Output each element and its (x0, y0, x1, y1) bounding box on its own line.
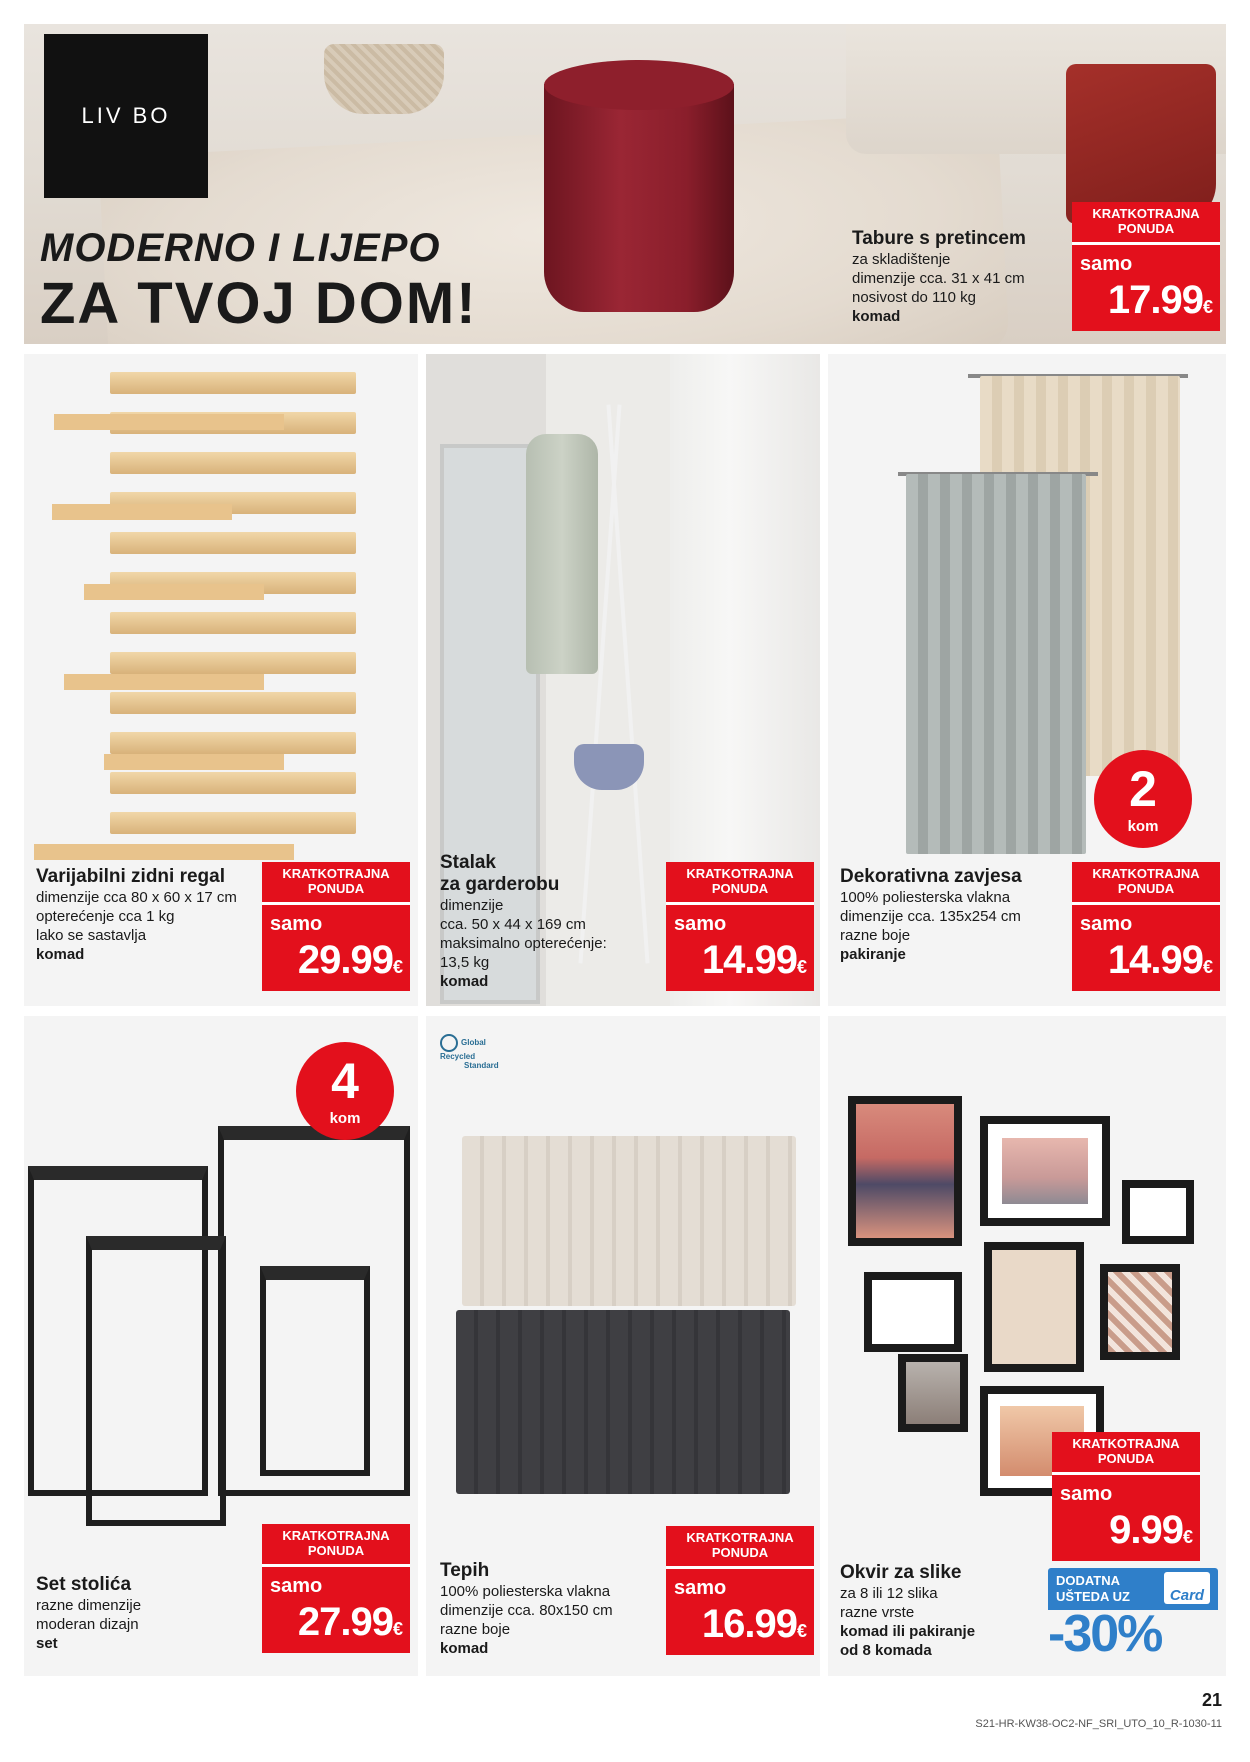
zavjesa-description (840, 866, 1022, 964)
tabure-line: nosivost do 110 kg (852, 289, 976, 306)
okvir-line: razne vrste (840, 1604, 915, 1621)
okvir-price: 9.99€ (1109, 1508, 1192, 1552)
zavjesa-unit: pakiranje (840, 946, 906, 963)
regal-name: Varijabilni zidni regal (36, 866, 225, 887)
frame-beach-hut (898, 1354, 968, 1432)
stalak-line: cca. 50 x 44 x 169 cm (440, 916, 586, 933)
stalak-line: maksimalno opterećenje: (440, 935, 607, 952)
stolici-name: Set stolića (36, 1574, 132, 1595)
hero-throw-blanket (1066, 64, 1216, 224)
tabure-price: 17.99€ (1107, 278, 1212, 322)
zavjesa-price-badge: KRATKOTRAJNA PONUDA samo 14.99€ (1072, 862, 1220, 991)
regal-description (36, 866, 237, 964)
grey-rug-image (456, 1310, 790, 1494)
tabure-line: dimenzije cca. 31 x 41 cm (852, 270, 1025, 287)
global-recycled-standard-logo: Global Recycled Standard (440, 1034, 518, 1074)
zavjesa-line: dimenzije cca. 135x254 cm (840, 908, 1021, 925)
okvir-line: za 8 ili 12 slika (840, 1585, 938, 1602)
zavjesa-quantity-badge: 2 kom (1094, 750, 1192, 848)
page-number: 21 (1201, 1690, 1222, 1710)
stolici-line: razne dimenzije (36, 1597, 142, 1614)
zavjesa-line: 100% poliesterska vlakna (840, 889, 1011, 906)
frame-happy (864, 1272, 962, 1352)
stool-medium (86, 1236, 226, 1526)
stalak-price: 14.99€ (701, 938, 806, 982)
tabure-unit: komad (852, 308, 901, 325)
okvir-description (840, 1562, 975, 1660)
jacket-image (526, 434, 598, 674)
frame-mountain (848, 1096, 962, 1246)
regal-price-badge: KRATKOTRAJNA PONUDA samo 29.99€ (262, 862, 410, 991)
stalak-line: dimenzije (440, 897, 504, 914)
okvir-name: Okvir za slike (840, 1562, 962, 1583)
regal-image (110, 372, 356, 842)
frame-love (984, 1242, 1084, 1372)
stolici-unit: set (36, 1635, 58, 1652)
regal-price: 29.99€ (297, 938, 402, 982)
extra-savings-badge: DODATNA UŠTEDA UZ Card -30% (1048, 1568, 1218, 1668)
tabure-line: za skladištenje (852, 251, 951, 268)
hero-title-line2: ZA TVOJ DOM! (40, 271, 478, 336)
zavjesa-line: razne boje (840, 927, 911, 944)
extra-discount: -30% (1048, 1605, 1162, 1663)
tepih-line: dimenzije cca. 80x150 cm (440, 1602, 613, 1619)
tepih-name: Tepih (440, 1560, 490, 1581)
tepih-line: razne boje (440, 1621, 511, 1638)
grey-curtain-image (906, 474, 1086, 854)
frame-sunset (980, 1116, 1110, 1226)
tepih-line: 100% poliesterska vlakna (440, 1583, 611, 1600)
okvir-unit: komad ili pakiranje (840, 1623, 976, 1640)
frame-leaves (1100, 1264, 1180, 1360)
okvir-unit: od 8 komada (840, 1642, 932, 1659)
beige-rug-image (462, 1136, 796, 1306)
hero-title-line1: MODERNO I LIJEPO (40, 226, 441, 270)
stalak-unit: komad (440, 973, 489, 990)
regal-line: lako se sastavlja (36, 927, 147, 944)
frame-text (1122, 1180, 1194, 1244)
tabure-price-badge: KRATKOTRAJNA PONUDA samo 17.99€ (1072, 202, 1220, 331)
stalak-name: za garderobu (440, 874, 560, 895)
samo-label: samo (1080, 253, 1133, 275)
stolici-price: 27.99€ (297, 1600, 402, 1644)
pouf-image (544, 60, 734, 332)
stalak-line: 13,5 kg (440, 954, 490, 971)
regal-unit: komad (36, 946, 85, 963)
okvir-price-badge: KRATKOTRAJNA PONUDA samo 9.99€ (1052, 1432, 1200, 1561)
stolici-line: moderan dizajn (36, 1616, 139, 1633)
bag-image (574, 744, 644, 790)
regal-line: opterećenje cca 1 kg (36, 908, 175, 925)
zavjesa-price: 14.99€ (1107, 938, 1212, 982)
tepih-price-badge: KRATKOTRAJNA PONUDA samo 16.99€ (666, 1526, 814, 1655)
stalak-price-badge: KRATKOTRAJNA PONUDA samo 14.99€ (666, 862, 814, 991)
tabure-name: Tabure s pretincem (852, 228, 1026, 249)
stalak-name: Stalak (440, 852, 496, 873)
stolici-price-badge: KRATKOTRAJNA PONUDA samo 27.99€ (262, 1524, 410, 1653)
tepih-unit: komad (440, 1640, 489, 1657)
hero-basket (324, 44, 444, 114)
tepih-price: 16.99€ (701, 1602, 806, 1646)
footer-code: S21-HR-KW38-OC2-NF_SRI_UTO_10_R-1030-11 (975, 1718, 1222, 1730)
stool-small (260, 1266, 370, 1476)
brand-logo: LIV BO (44, 34, 208, 198)
loyalty-card-icon: Card (1164, 1572, 1210, 1604)
tepih-description (440, 1560, 613, 1658)
stalak-description (440, 852, 607, 991)
regal-line: dimenzije cca 80 x 60 x 17 cm (36, 889, 237, 906)
zavjesa-name: Dekorativna zavjesa (840, 866, 1022, 887)
stolici-description (36, 1574, 141, 1653)
stolici-quantity-badge: 4 kom (296, 1042, 394, 1140)
tabure-description (852, 228, 1026, 326)
